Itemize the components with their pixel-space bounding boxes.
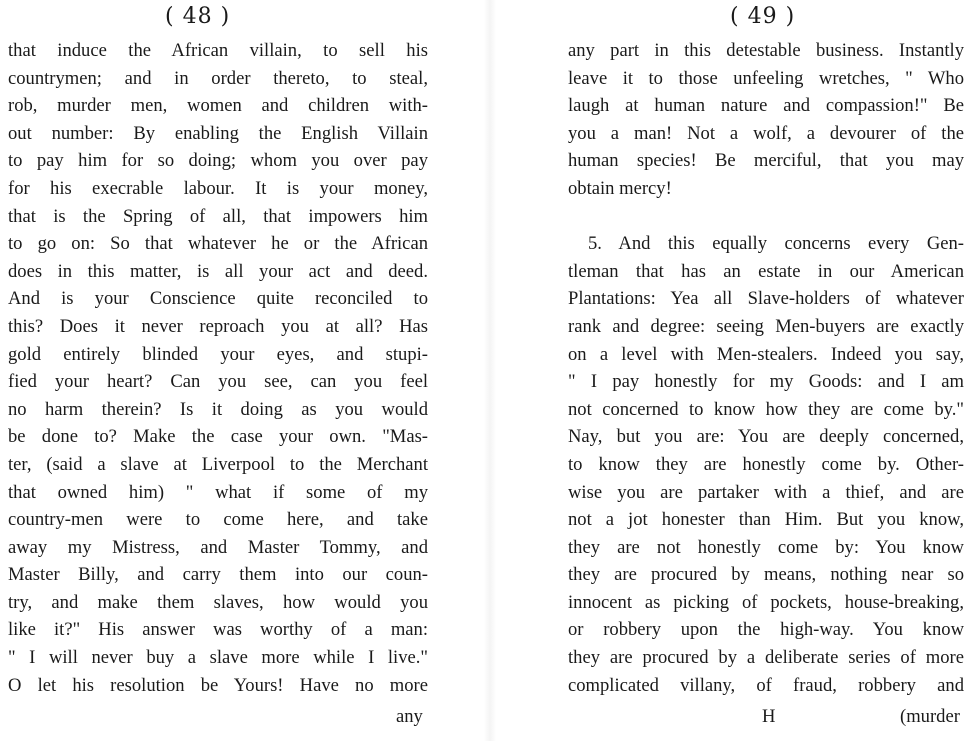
text-line: to know they are honestly come by. Other-	[568, 453, 964, 475]
text-line: innocent as picking of pockets, house-breaking,	[568, 591, 964, 613]
text-line: laugh at human nature and compassion!" Be	[568, 95, 964, 117]
text-line: no harm therein? Is it doing as you would	[8, 398, 428, 420]
text-line: countrymen; and in order thereto, to steal,	[8, 67, 428, 89]
text-line: does in this matter, is all your act and deed.	[8, 260, 428, 282]
right-page	[490, 0, 980, 741]
text-line: gold entirely blinded your eyes, and stupi-	[8, 343, 428, 365]
text-line: that is the Spring of all, that impowers him	[8, 205, 428, 227]
text-line: they are procured by means, nothing near so	[568, 564, 964, 586]
text-line: complicated villany, of fraud, robbery and	[568, 674, 964, 696]
right-catchword: (murder	[900, 706, 960, 727]
left-page-text	[8, 37, 428, 699]
text-line: tleman that has an estate in our American	[568, 260, 964, 282]
text-line: human species! Be merciful, that you may	[568, 150, 964, 172]
text-line: O let his resolution be Yours! Have no more	[8, 674, 428, 696]
signature-mark: H	[762, 706, 776, 727]
text-line: try, and make them slaves, how would you	[8, 591, 428, 613]
text-line: that induce the African villain, to sell his	[8, 40, 428, 61]
text-line: they are procured by a deliberate series of more	[568, 647, 964, 669]
text-line: be done to? Make the case your own. "Mas-	[8, 426, 428, 448]
text-line: or robbery upon the high-way. You know	[568, 619, 964, 641]
text-line: for his execrable labour. It is your money,	[8, 177, 428, 199]
text-line: any part in this detestable business. Instantly	[568, 40, 964, 61]
text-line: to go on: So that whatever he or the African	[8, 233, 428, 255]
text-line: And is your Conscience quite reconciled to	[8, 288, 428, 310]
right-page-text	[568, 37, 964, 699]
text-line: like it?" His answer was worthy of a man:	[8, 619, 428, 641]
text-line: to pay him for so doing; whom you over pay	[8, 150, 428, 172]
left-catchword: any	[396, 706, 423, 727]
text-line: Master Billy, and carry them into our coun-	[8, 564, 428, 586]
text-line: this? Does it never reproach you at all? Has	[8, 315, 428, 337]
text-line: " I will never buy a slave more while I live."	[8, 647, 428, 669]
text-line: rank and degree: seeing Men-buyers are exactly	[568, 315, 964, 337]
text-line: rob, murder men, women and children with-	[8, 95, 428, 117]
left-page-number: ( 48 )	[165, 4, 231, 29]
text-line: you a man! Not a wolf, a devourer of the	[568, 122, 964, 144]
text-line: leave it to those unfeeling wretches, " Who	[568, 67, 964, 89]
text-line: that owned him) " what if some of my	[8, 481, 428, 503]
text-line: obtain mercy!	[568, 177, 672, 199]
text-line: Plantations: Yea all Slave-holders of whatever	[568, 288, 964, 310]
text-line: fied your heart? Can you see, can you feel	[8, 371, 428, 393]
blank-line	[568, 203, 964, 231]
text-line: out number: By enabling the English Villain	[8, 122, 428, 144]
right-page-number: ( 49 )	[730, 4, 796, 29]
text-line: Nay, but you are: You are deeply concerned,	[568, 426, 964, 448]
text-line: wise you are partaker with a thief, and are	[568, 481, 964, 503]
text-line: not concerned to know how they are come by."	[568, 398, 964, 420]
text-line: on a level with Men-stealers. Indeed you say,	[568, 343, 964, 365]
text-line: 5. And this equally concerns every Gen-	[588, 233, 964, 255]
text-line: " I pay honestly for my Goods: and I am	[568, 371, 964, 393]
text-line: ter, (said a slave at Liverpool to the Merchant	[8, 453, 428, 475]
text-line: away my Mistress, and Master Tommy, and	[8, 536, 428, 558]
text-line: they are not honestly come by: You know	[568, 536, 964, 558]
text-line: country-men were to come here, and take	[8, 509, 428, 531]
text-line: not a jot honester than Him. But you know,	[568, 509, 964, 531]
